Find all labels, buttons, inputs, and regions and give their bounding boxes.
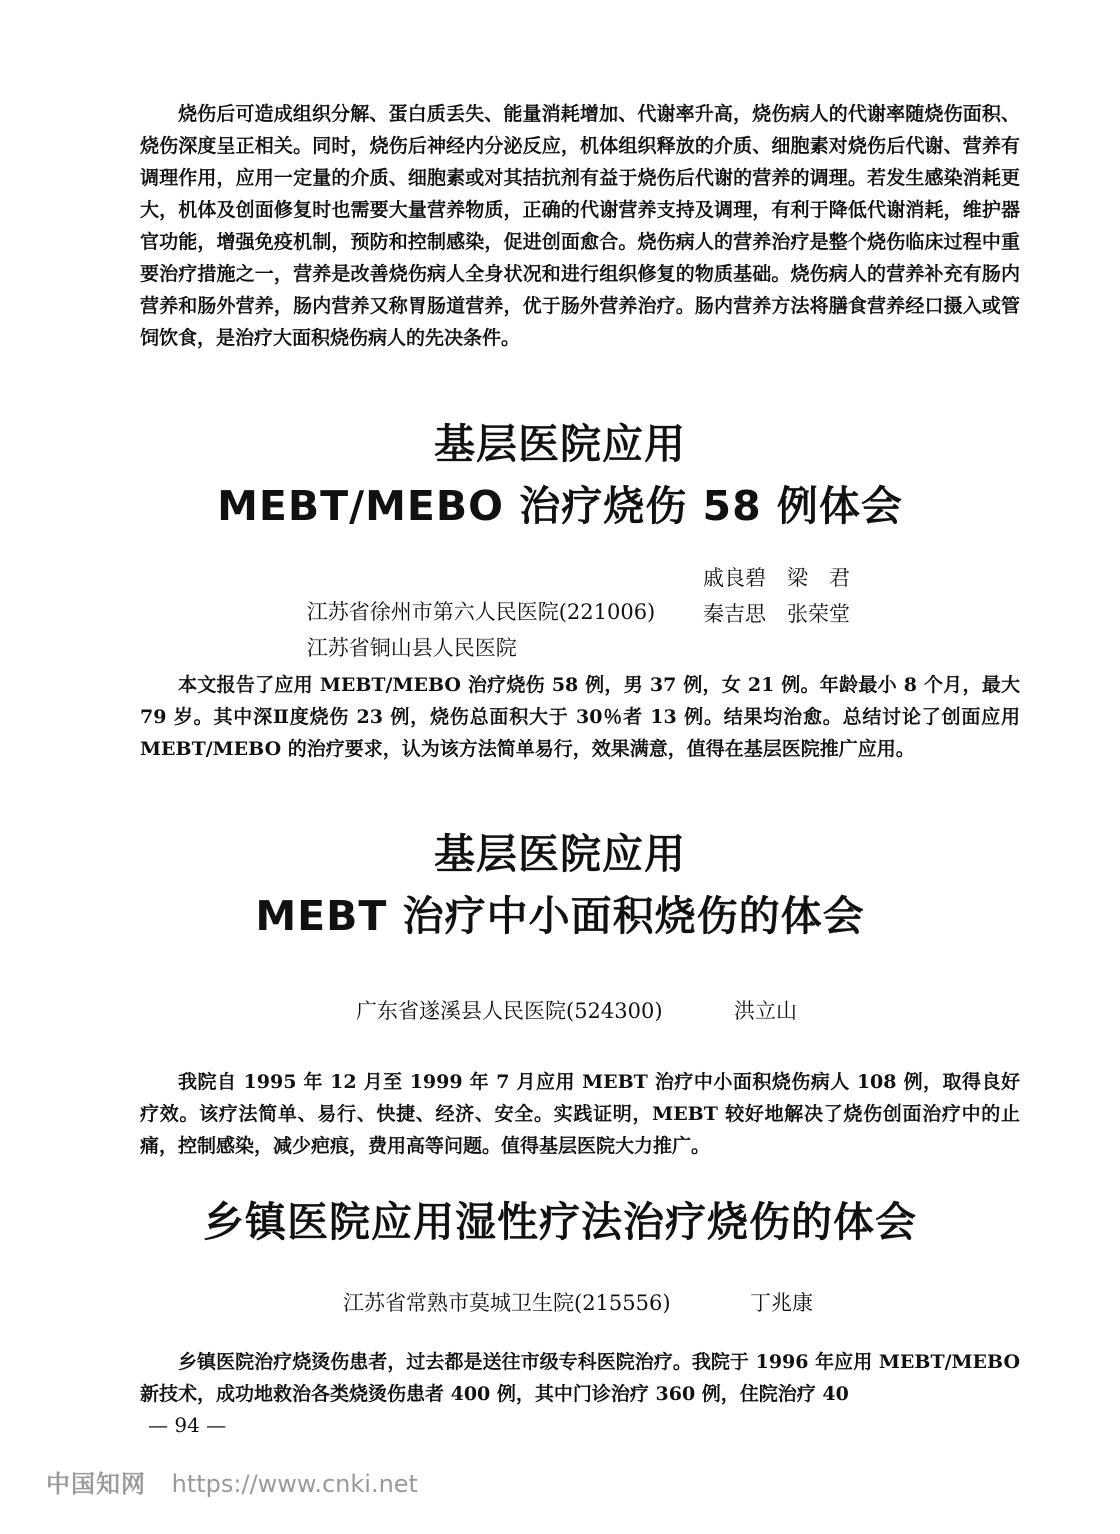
article-1-title [0, 418, 1120, 532]
article-3-authors: 丁兆康 [750, 1291, 813, 1315]
article-3-title [0, 1196, 1120, 1248]
cnki-url: https://www.cnki.net [171, 1470, 418, 1498]
article-2-authors: 洪立山 [734, 999, 797, 1023]
cnki-logo: 中国知网 [46, 1470, 146, 1498]
cnki-watermark [46, 1467, 418, 1501]
article-1-title-line2: MEBT/MEBO 治疗烧伤 58 例体会 [217, 482, 903, 530]
article-3-institution: 江苏省常熟市莫城卫生院(215556) [343, 1291, 671, 1315]
article-3-abstract: 乡镇医院治疗烧烫伤患者，过去都是送往市级专科医院治疗。我院于 1996 年应用 MEBT/MEBO 新技术，成功地救治各类烧烫伤患者 400 例，其中门诊治疗 360 例，住院治疗 40 [140, 1351, 1020, 1405]
page-number: — 94 — [148, 1413, 227, 1437]
article-1-authors-2: 秦吉思 张荣堂 [703, 602, 850, 626]
article-3-title-line1: 乡镇医院应用湿性疗法治疗烧伤的体会 [203, 1198, 917, 1246]
article-2-title-line2: MEBT 治疗中小面积烧伤的体会 [255, 892, 865, 940]
article-2-title [0, 828, 1120, 942]
article-2-institution: 广东省遂溪县人民医院(524300) [356, 999, 663, 1023]
article-1-title-line1: 基层医院应用 [434, 420, 686, 468]
article-1-institution-2: 江苏省铜山县人民医院 [306, 636, 517, 660]
article-1-authors-1: 戚良碧 梁 君 [703, 566, 850, 590]
article-1-abstract: 本文报告了应用 MEBT/MEBO 治疗烧伤 58 例，男 37 例，女 21 例。年龄最小 8 个月，最大 79 岁。其中深Ⅱ度烧伤 23 例，烧伤总面积大于 30％者 13 例。结果均治愈。总结讨论了创面应用 MEBT/MEBO 的治疗要求，认为该方法简单易行，效果满意，值得在基层医院推广应用。 [140, 674, 1020, 760]
article-2-abstract: 我院自 1995 年 12 月至 1999 年 7 月应用 MEBT 治疗中小面积烧伤病人 108 例，取得良好疗效。该疗法简单、易行、快捷、经济、安全。实践证明，MEBT 较好地解决了烧伤创面治疗中的止痛，控制感染，减少疤痕，费用高等问题。值得基层医院大力推广。 [140, 1071, 1020, 1157]
intro-paragraph: 烧伤后可造成组织分解、蛋白质丢失、能量消耗增加、代谢率升高，烧伤病人的代谢率随烧伤面积、烧伤深度呈正相关。同时，烧伤后神经内分泌反应，机体组织释放的介质、细胞素对烧伤后代谢、营养有调理作用，应用一定量的介质、细胞素或对其拮抗剂有益于烧伤后代谢的营养的调理。若发生感染消耗更大，机体及创面修复时也需要大量营养物质，正确的代谢营养支持及调理，有利于降低代谢消耗，维护器官功能，增强免疫机制，预防和控制感染，促进创面愈合。烧伤病人的营养治疗是整个烧伤临床过程中重要治疗措施之一，营养是改善烧伤病人全身状况和进行组织修复的物质基础。烧伤病人的营养补充有肠内营养和肠外营养，肠内营养又称胃肠道营养，优于肠外营养治疗。肠内营养方法将膳食营养经口摄入或管饲饮食，是治疗大面积烧伤病人的先决条件。 [140, 103, 1020, 349]
article-1-institution-1: 江苏省徐州市第六人民医院(221006) [306, 600, 656, 624]
article-2-title-line1: 基层医院应用 [434, 830, 686, 878]
